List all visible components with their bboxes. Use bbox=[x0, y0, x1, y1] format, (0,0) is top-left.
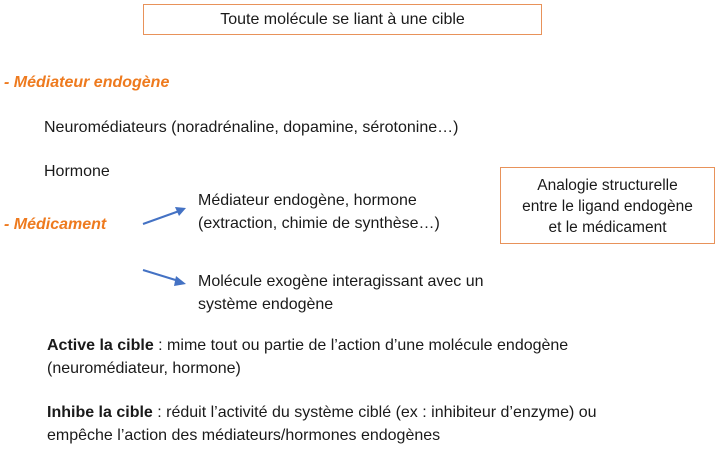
title-text: Toute molécule se liant à une cible bbox=[220, 11, 465, 28]
inhibit-text-line1: : réduit l’activité du système ciblé (ex : inhibiteur d’enzyme) ou bbox=[152, 404, 597, 421]
drug-heading: - Médicament bbox=[4, 216, 107, 233]
hormone-text: Hormone bbox=[44, 163, 110, 180]
branch1-line1: Médiateur endogène, hormone bbox=[198, 192, 417, 209]
analogy-line2: entre le ligand endogène bbox=[522, 198, 693, 215]
branch2-line2: système endogène bbox=[198, 296, 334, 313]
title-box bbox=[143, 4, 542, 35]
analogy-line3: et le médicament bbox=[548, 219, 667, 236]
activate-term: Active la cible bbox=[47, 337, 154, 354]
arrow-right-up-icon bbox=[140, 205, 190, 227]
inhibit-paragraph bbox=[47, 401, 597, 447]
endogenous-heading: - Médiateur endogène bbox=[4, 74, 170, 91]
drug-branch-endogenous bbox=[198, 189, 440, 235]
drug-branch-exogenous bbox=[198, 270, 484, 316]
neuromediators-text: Neuromédiateurs (noradrénaline, dopamine, sérotonine…) bbox=[44, 119, 459, 136]
branch1-line2: (extraction, chimie de synthèse…) bbox=[198, 215, 440, 232]
branch2-line1: Molécule exogène interagissant avec un bbox=[198, 273, 484, 290]
analogy-box bbox=[500, 167, 715, 244]
inhibit-term: Inhibe la cible bbox=[47, 404, 153, 421]
activate-text-line1: : mime tout ou partie de l’action d’une molécule endogène bbox=[153, 337, 569, 354]
arrow-right-down-icon bbox=[140, 266, 190, 288]
analogy-line1: Analogie structurelle bbox=[537, 177, 678, 194]
activate-text-line2: (neuromédiateur, hormone) bbox=[47, 360, 241, 377]
activate-paragraph bbox=[47, 334, 568, 380]
inhibit-text-line2: empêche l’action des médiateurs/hormones endogènes bbox=[47, 427, 441, 444]
